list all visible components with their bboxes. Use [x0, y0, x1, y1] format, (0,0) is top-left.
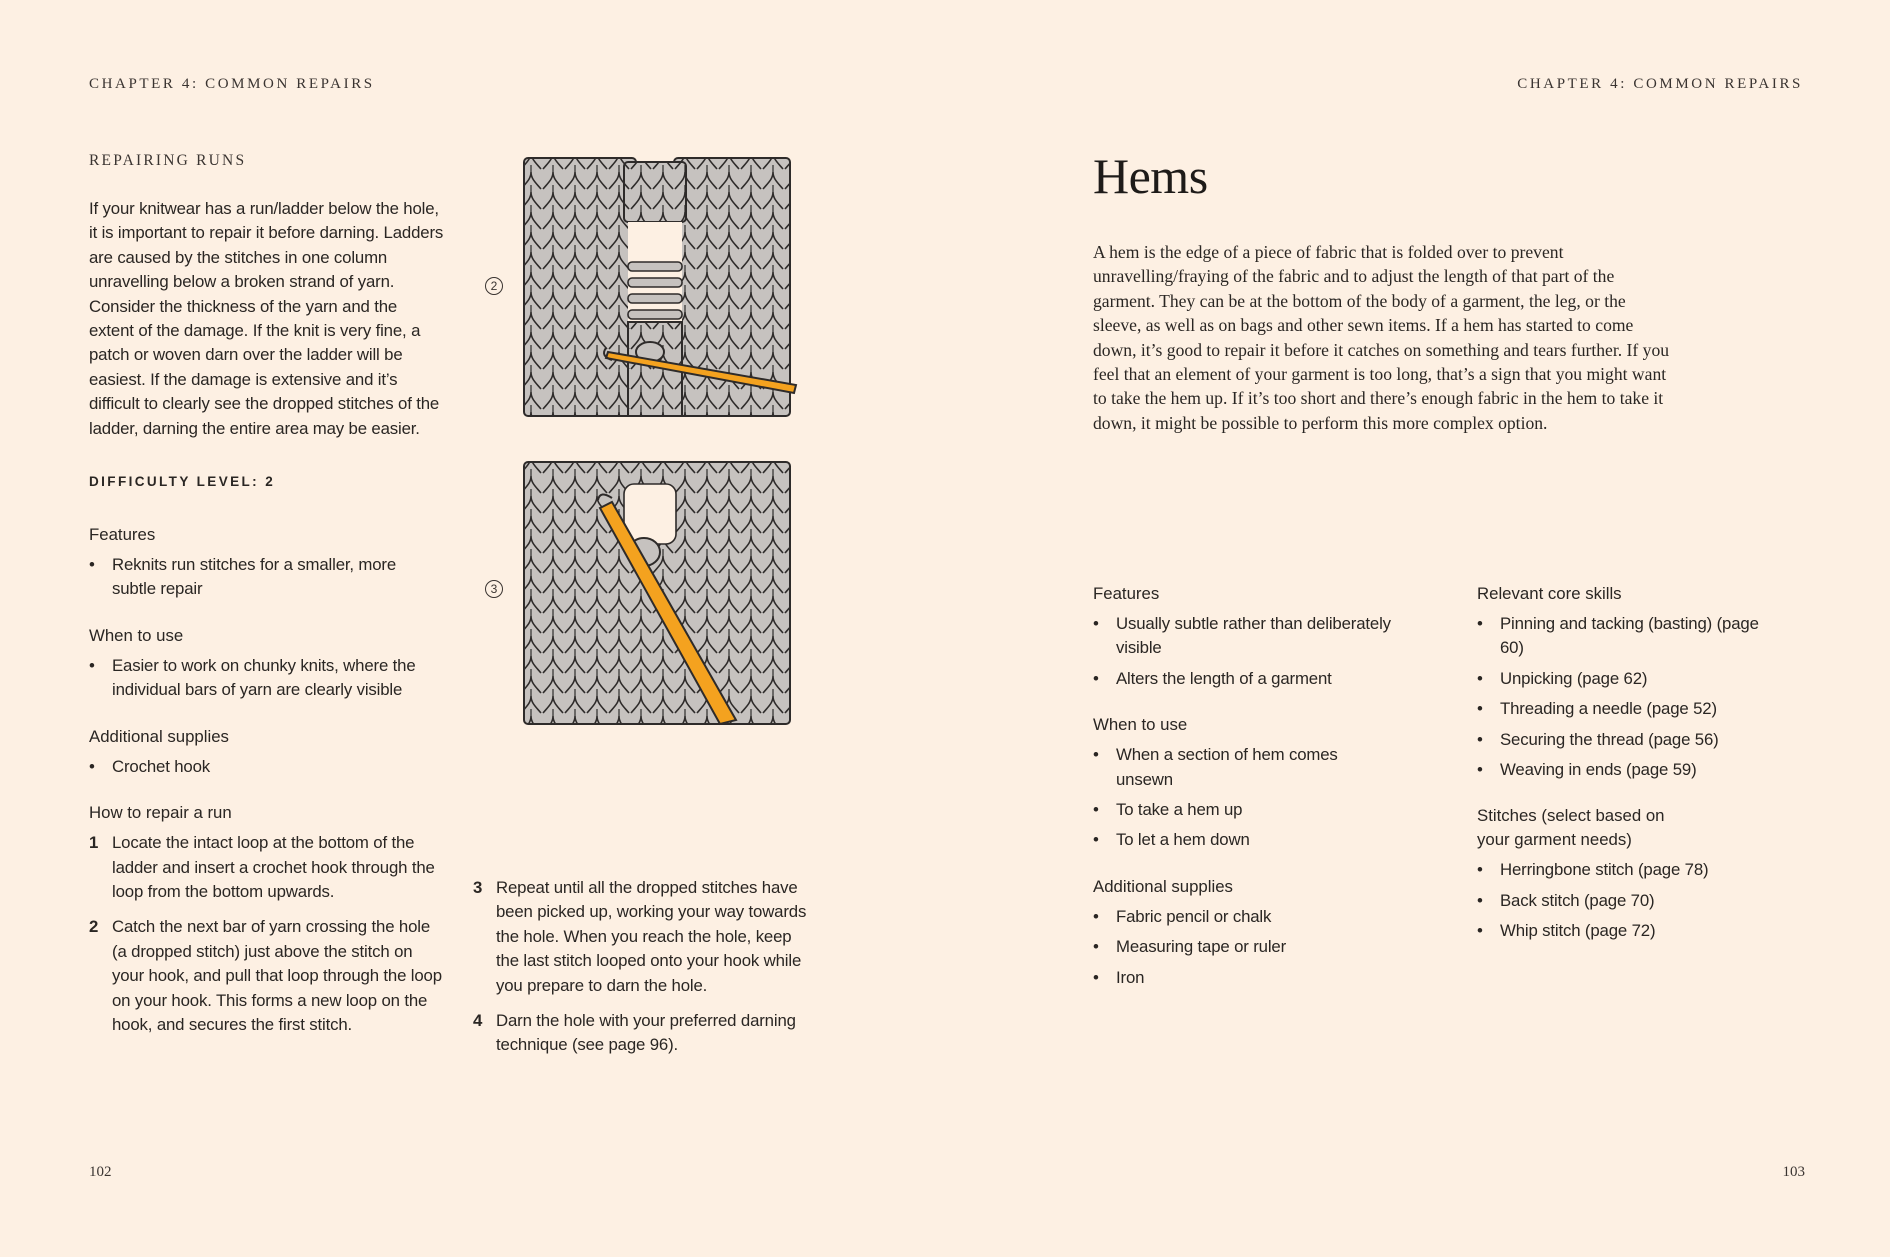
right-page [945, 0, 1890, 1257]
ladder-gap [628, 222, 682, 322]
section-kicker: REPAIRING RUNS [89, 152, 247, 169]
list-item: • Crochet hook [89, 756, 211, 776]
list-item: • Whip stitch (page 72) [1477, 921, 1656, 941]
list-item: • To let a hem down [1093, 830, 1250, 850]
steps-continued-column [473, 876, 808, 1069]
step-item: 4 Darn the hole with your preferred darning technique (see page 96). [473, 1011, 796, 1055]
additional-supplies-heading: Additional supplies [1093, 876, 1233, 896]
list-item: • Pinning and tacking (basting) (page 60) [1477, 614, 1759, 658]
how-to-steps [89, 831, 444, 1037]
list-item: • Back stitch (page 70) [1477, 890, 1655, 910]
when-to-use-list [1093, 743, 1393, 853]
list-item: • Iron [1093, 967, 1145, 987]
list-item: • Usually subtle rather than deliberately visible [1093, 614, 1391, 658]
step-item: 3 Repeat until all the dropped stitches have been picked up, working your way towards the hole. When you reach the hole, keep the last stitch looped onto your hook while you prepare to darn the hole. [473, 878, 807, 995]
additional-supplies-list [1093, 905, 1393, 990]
running-head: CHAPTER 4: COMMON REPAIRS [89, 76, 375, 92]
knit-ladder-illustration-3 [520, 456, 802, 728]
list-item: • To take a hem up [1093, 800, 1243, 820]
list-item: • Measuring tape or ruler [1093, 937, 1287, 957]
list-item: • Securing the thread (page 56) [1477, 729, 1719, 749]
knit-panel-top [624, 162, 686, 222]
page-number: 103 [1782, 1164, 1805, 1180]
knit-panel-left [524, 158, 636, 416]
intro-paragraph: A hem is the edge of a piece of fabric that is folded over to prevent unravelling/fraying of the fabric and to adjust the length of that part of the garment. They can be at the bottom of the body of a garment, the leg, or the sleeve, as well as on bags and other sewn items. If a hem has started to come down, it’s good to repair it before it catches on something and tears further. If you feel that an element of your garment is too long, that’s a sign that you might want to take the hem up. If it’s too short and there’s enough fabric in the hem to take it down, it might be possible to perform this more complex option. [1093, 242, 1670, 433]
difficulty-level: DIFFICULTY LEVEL: 2 [89, 474, 276, 490]
list-item: • When a section of hem comes unsewn [1093, 745, 1338, 789]
step-item: 2 Catch the next bar of yarn crossing the hole (a dropped stitch) just above the stitch on your hook, and pull that loop through the loop on your hook. This forms a new loop on the hook, and secures the first stitch. [89, 917, 442, 1034]
list-item: • Herringbone stitch (page 78) [1477, 860, 1709, 880]
when-to-use-list [89, 654, 444, 703]
hems-column-2 [1477, 582, 1767, 966]
how-to-steps-continued [473, 876, 808, 1058]
knit-ladder-illustration-2 [520, 152, 802, 424]
list-item: • Unpicking (page 62) [1477, 668, 1648, 688]
hems-header [1093, 146, 1673, 435]
when-to-use-heading: When to use [89, 625, 184, 645]
list-item: • Alters the length of a garment [1093, 668, 1332, 688]
how-to-heading: How to repair a run [89, 803, 232, 823]
page-number: 102 [89, 1164, 112, 1180]
core-skills-list [1477, 612, 1767, 782]
stitches-heading: Stitches (select based on your garment needs) [1477, 806, 1665, 850]
features-heading: Features [89, 525, 156, 545]
features-heading: Features [1093, 584, 1160, 603]
figure-label-2: 2 [485, 277, 503, 295]
running-head: CHAPTER 4: COMMON REPAIRS [1517, 76, 1803, 92]
features-list [1093, 612, 1393, 691]
additional-supplies-list [89, 755, 444, 779]
when-to-use-heading: When to use [1093, 715, 1188, 735]
stitches-list [1477, 858, 1767, 943]
figure-label-3: 3 [485, 580, 503, 598]
page-title: Hems [1093, 148, 1208, 204]
step-item: 1 Locate the intact loop at the bottom of the ladder and insert a crochet hook through the loop from the bottom upwards. [89, 833, 435, 901]
list-item: • Weaving in ends (page 59) [1477, 760, 1697, 780]
intro-paragraph: If your knitwear has a run/ladder below the hole, it is important to repair it before darning. Ladders are caused by the stitches in one column unravelling below a broken strand of yarn. Consider the thickness of the yarn and the extent of the damage. If the knit is very fine, a patch or woven darn over the ladder will be easiest. If the damage is extensive and it’s difficult to clearly see the dropped stitches of the ladder, darning the entire area may be easier. [89, 199, 444, 438]
list-item: • Easier to work on chunky knits, where the individual bars of yarn are clearly visible [89, 655, 416, 700]
core-skills-heading: Relevant core skills [1477, 584, 1622, 603]
list-item: • Threading a needle (page 52) [1477, 699, 1717, 719]
hems-column-1 [1093, 582, 1393, 1012]
additional-supplies-heading: Additional supplies [89, 726, 229, 746]
features-list [89, 553, 444, 602]
list-item: • Fabric pencil or chalk [1093, 906, 1272, 926]
repairing-runs-column [89, 152, 444, 1048]
list-item: • Reknits run stitches for a smaller, more subtle repair [89, 555, 397, 599]
